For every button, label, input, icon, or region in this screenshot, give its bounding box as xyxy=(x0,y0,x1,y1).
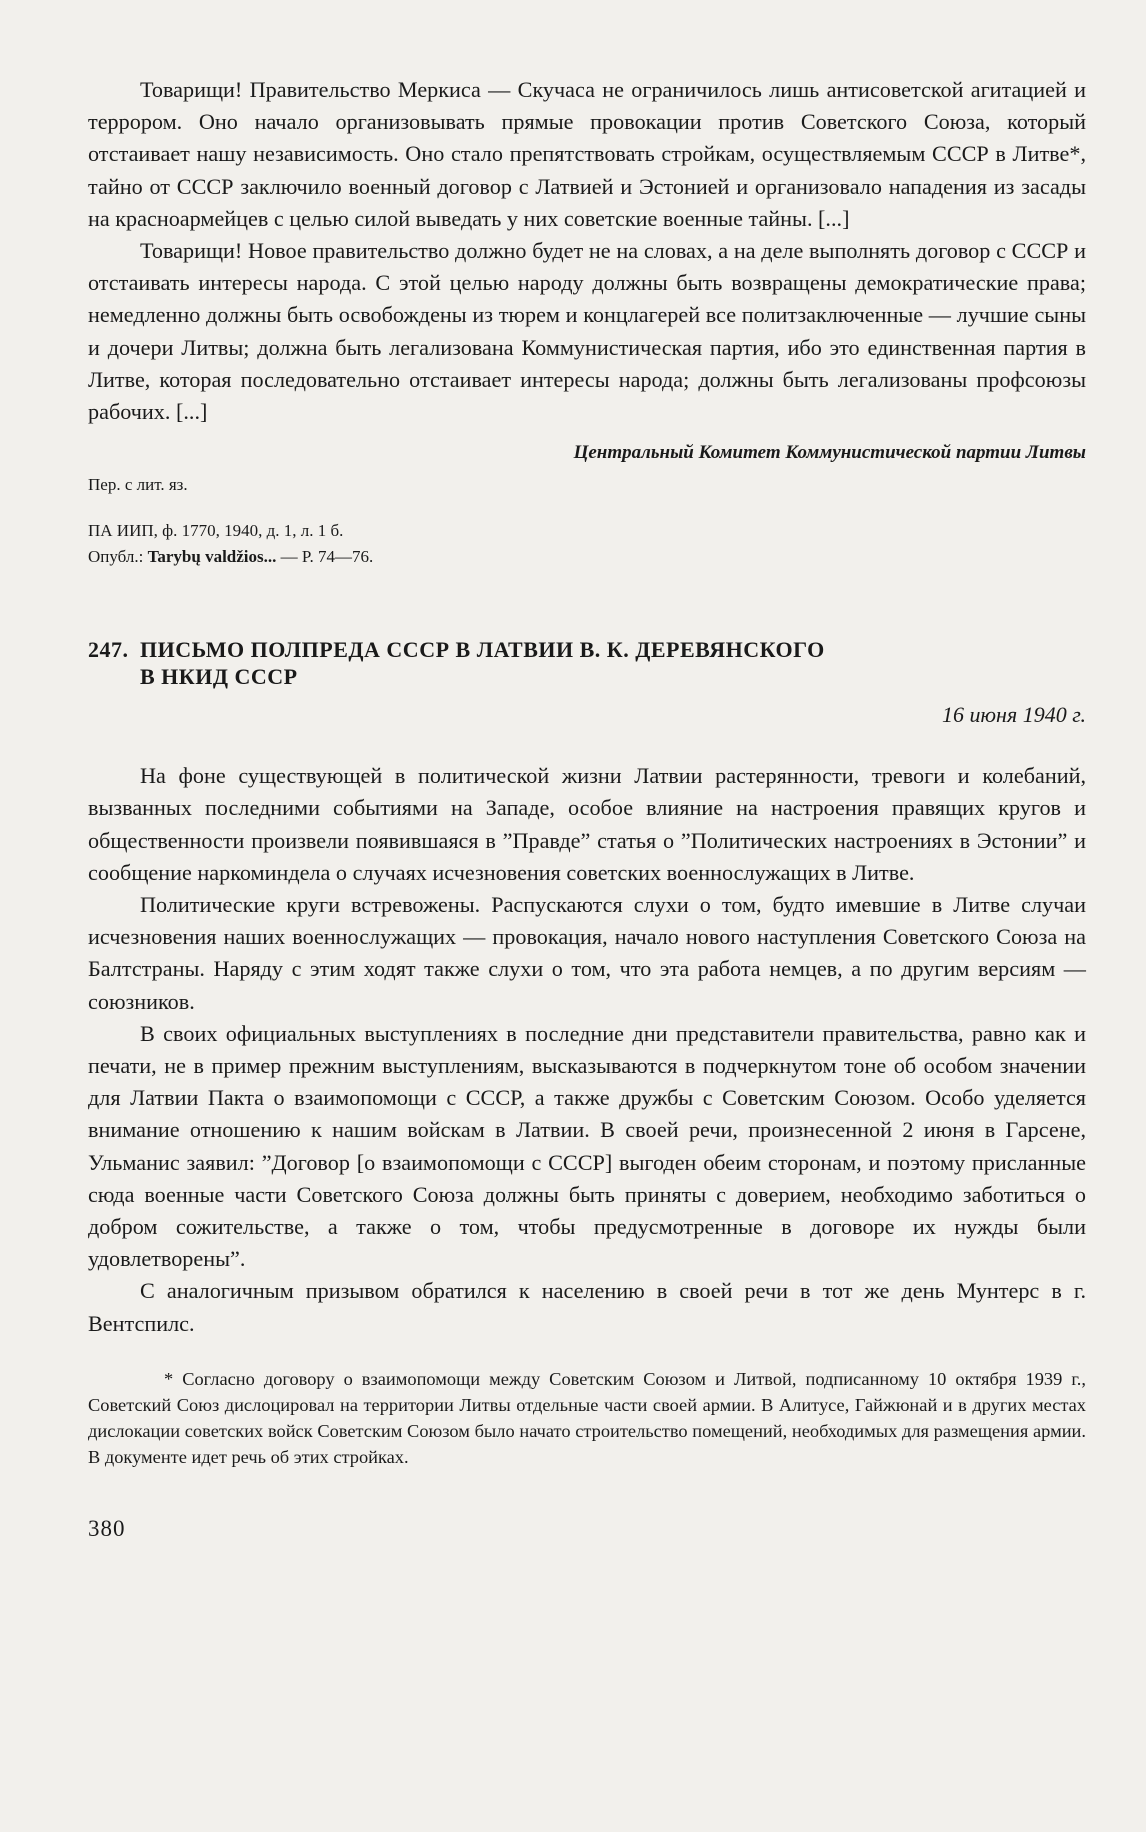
footnote: * Согласно договору о взаимопомощи между Советским Союзом и Литвой, подписанному 10 октября 1939 г., Советский Союз дислоцировал на территории Литвы отдельные части своей армии. В Алитусе, Гайжюнай и в других местах дислокации советских войск Советским Союзом было начато строительство помещений, необходимых для размещения армии. В документе идет речь об этих стройках. xyxy=(88,1368,1086,1467)
body-paragraph: Товарищи! Правительство Меркиса — Скучаса не ограничилось лишь антисоветской агитацией и террором. Оно начало организовывать прямые провокации против Советского Союза, который отстаивает нашу независимость. Оно стало препятствовать стройкам, осуществляемым СССР в Литве*, тайно от СССР заключило военный договор с Латвией и Эстонией и организовало нападения из засады на красноармейцев с целью силой выведать у них советские военные тайны. [...] xyxy=(88,77,1086,231)
body-paragraph: С аналогичным призывом обратился к населению в своей речи в тот же день Мунтерс в г. Вентспилс. xyxy=(88,1278,1086,1336)
document-number: 247. xyxy=(88,637,129,663)
document-heading xyxy=(88,636,1086,690)
publication-reference xyxy=(88,544,1086,570)
body-paragraph: В своих официальных выступлениях в последние дни представители правительства, равно как и печати, не в пример прежним выступлениям, высказываются в подчеркнутом тоне об особом значении для Латвии Пакта о взаимопомощи с СССР, а также дружбы с Советским Союзом. Особо уделяется внимание отношению к нашим войскам в Латвии. В своей речи, произнесенной 2 июня в Гарсене, Ульманис заявил: ”Договор [о взаимопомощи с СССР] выгоден обеим сторонам, и поэтому присланные сюда военные части Советского Союза должны быть приняты с доверием, необходимо заботиться о добром сожительстве, а также о том, чтобы предусмотренные в договоре их нужды были удовлетворены”. xyxy=(88,1020,1086,1272)
document-title-line-1: ПИСЬМО ПОЛПРЕДА СССР В ЛАТВИИ В. К. ДЕРЕВЯНСКОГО xyxy=(140,637,825,663)
signature: Центральный Комитет Коммунистической партии Литвы xyxy=(573,442,1086,464)
page-number: 380 xyxy=(88,1515,126,1541)
previous-document-ending xyxy=(88,74,1086,570)
document-title-line-2: В НКИД СССР xyxy=(140,664,298,690)
body-paragraph: На фоне существующей в политической жизни Латвии растерянности, тревоги и колебаний, вызванных последними событиями на Западе, особое влияние на настроения правящих кругов и общественности произвели появившаяся в ”Правде” статья о ”Политических настроениях в Эстонии” и сообщение наркоминдела о случаях исчезновения советских военнослужащих в Литве. xyxy=(88,763,1086,885)
archive-reference: ПА ИИП, ф. 1770, 1940, д. 1, л. 1 б. xyxy=(88,521,344,541)
document-247 xyxy=(88,636,1086,1340)
publication-pages: — P. 74—76. xyxy=(276,547,374,567)
document-date: 16 июня 1940 г. xyxy=(942,702,1086,728)
body-paragraph: Политические круги встревожены. Распускаются слухи о том, будто имевшие в Литве случаи исчезновения наших военнослужащих — провокация, начало нового наступления Советского Союза на Балтстраны. Наряду с этим ходят также слухи о том, что эта работа немцев, а по другим версиям — союзников. xyxy=(88,892,1086,1014)
body-paragraph: Товарищи! Новое правительство должно будет не на словах, а на деле выполнять договор с СССР и отстаивать интересы народа. С этой целью народу должны быть возвращены демократические права; немедленно должны быть освобождены из тюрем и концлагерей все политзаключенные — лучшие сыны и дочери Литвы; должна быть легализована Коммунистическая партия, ибо это единственная партия в Литве, которая последовательно отстаивает интересы народа; должны быть легализованы профсоюзы рабочих. [...] xyxy=(88,238,1086,425)
translation-note: Пер. с лит. яз. xyxy=(88,475,188,495)
publication-source: Tarybų valdžios... xyxy=(147,547,277,567)
publication-prefix: Опубл.: xyxy=(88,547,148,567)
